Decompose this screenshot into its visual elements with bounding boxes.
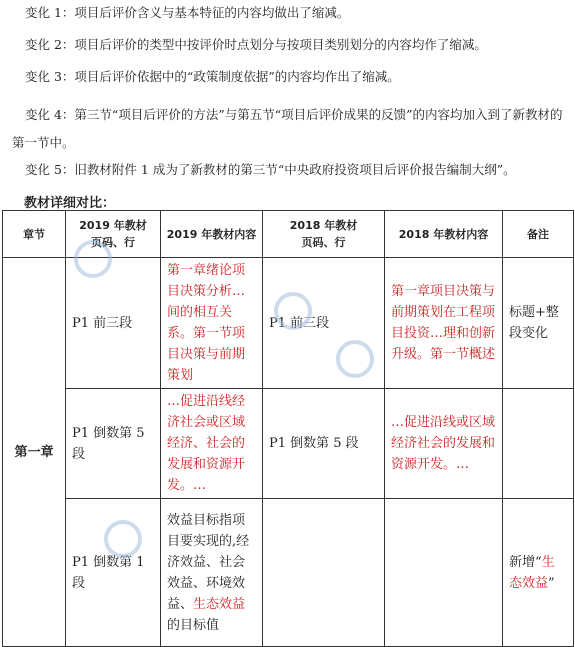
page-2019-cell: P1 倒数第 1 段 [66, 499, 161, 647]
table-row [3, 258, 574, 389]
note-cell [503, 499, 574, 647]
col-header-2019-page-line2: 页码、行 [91, 236, 135, 249]
col-header-2018-page [263, 211, 385, 258]
content-2018-cell: 第一章项目决策与前期策划在工程项目投资…理和创新升级。第一节概述 [385, 258, 503, 389]
page-2018-cell [263, 499, 385, 647]
page-2019-cell: P1 前三段 [66, 258, 161, 389]
comparison-table [2, 210, 574, 647]
content-2019-cell: …促进沿线经济社会或区域经济、社会的发展和资源开发。… [161, 389, 263, 499]
note-text-end: ” [548, 575, 555, 591]
chapter-cell: 第一章 [3, 258, 66, 647]
page-2018-cell: P1 前三段 [263, 258, 385, 389]
section-title: 教材详细对比： [24, 196, 116, 211]
col-header-2019-content: 2019 年教材内容 [161, 211, 263, 258]
col-header-chapter: 章节 [3, 211, 66, 258]
content-2019-highlight: 生态效益 [193, 596, 246, 612]
change-item-4: 变化 4：第三节“项目后评价的方法”与第五节“项目后评价成果的反馈”的内容均加入到了新教材的第一节中。 [12, 107, 563, 150]
content-2019-cell [161, 499, 263, 647]
page-2018-cell: P1 倒数第 5 段 [263, 389, 385, 499]
note-text: 新增“ [509, 554, 542, 570]
change-item-5: 变化 5：旧教材附件 1 成为了新教材的第三节“中央政府投资项目后评价报告编制大纲”。 [25, 162, 516, 177]
col-header-2018-page-line2: 页码、行 [301, 236, 346, 249]
change-item-1: 变化 1：项目后评价含义与基本特征的内容均做出了缩减。 [25, 5, 350, 20]
content-2018-cell: …促进沿线或区域经济社会的发展和资源开发。… [385, 389, 503, 499]
table-header-row [3, 211, 574, 258]
table-row [3, 499, 574, 647]
content-2019-text: 效益目标指项目要实现的,经济效益、社会效益、环境效益、 [167, 512, 250, 612]
content-2019-cell: 第一章绪论项目决策分析…间的相互关系。第一节项目决策与前期策划 [161, 258, 263, 389]
col-header-2019-page-line1: 2019 年教材 [79, 219, 147, 232]
content-2018-cell [385, 499, 503, 647]
note-highlight: 生态效益 [509, 554, 555, 591]
col-header-2018-page-line1: 2018 年教材 [289, 219, 358, 232]
change-item-2: 变化 2：项目后评价的类型中按评价时点划分与按项目类别划分的内容均作了缩减。 [25, 37, 487, 52]
change-item-3: 变化 3：项目后评价依据中的“政策制度依据”的内容均作出了缩减。 [25, 69, 400, 84]
col-header-2018-content: 2018 年教材内容 [385, 211, 503, 258]
content-2019-text-end: 的目标值 [167, 617, 220, 633]
page-2019-cell: P1 倒数第 5 段 [66, 389, 161, 499]
col-header-note: 备注 [503, 211, 574, 258]
col-header-2019-page [66, 211, 161, 258]
note-cell: 标题+整段变化 [503, 258, 574, 389]
note-cell [503, 389, 574, 499]
table-row [3, 389, 574, 499]
